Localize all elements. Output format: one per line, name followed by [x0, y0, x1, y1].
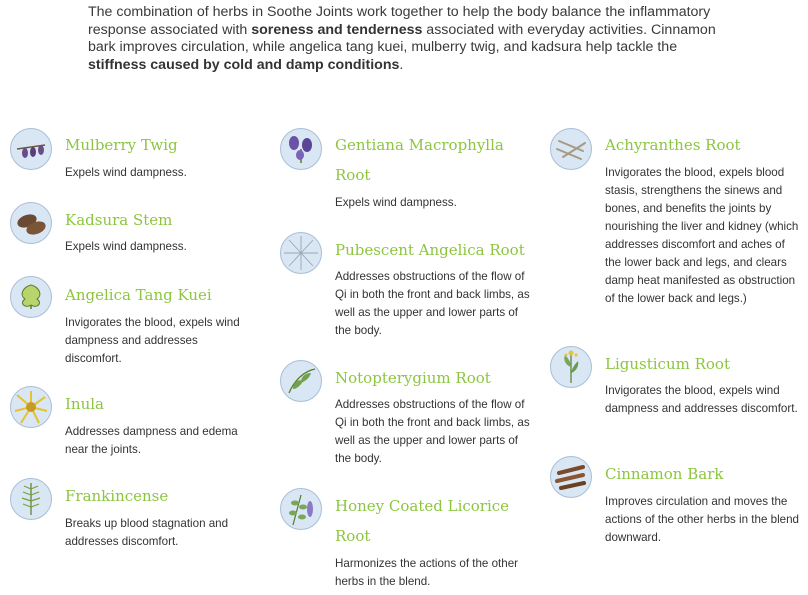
- herb-name: Ligusticum Root: [605, 355, 730, 373]
- herb-description: Harmonizes the actions of the other herbs in the blend.: [335, 557, 519, 588]
- inula-flower-icon: [10, 386, 52, 428]
- intro-text-1: The combination of herbs in Soothe Joints work together to help the body balance the inflammatory response associated with: [88, 4, 711, 38]
- herb-description: Breaks up blood stagnation and addresses discomfort.: [65, 517, 229, 548]
- herb-description: Expels wind dampness.: [65, 166, 187, 179]
- notopterygium-leaf-icon: [280, 360, 322, 402]
- herb-name: Kadsura Stem: [65, 211, 173, 229]
- kadsura-stem-icon: [10, 202, 52, 244]
- cinnamon-bark-icon: [550, 456, 592, 498]
- herb-description: Expels wind dampness.: [335, 196, 457, 209]
- achyranthes-root-icon: [550, 128, 592, 170]
- herb-name: Pubescent Angelica Root: [335, 241, 525, 259]
- pubescent-angelica-icon: [280, 232, 322, 274]
- herb-description: Expels wind dampness.: [65, 240, 187, 253]
- mulberry-twig-icon: [10, 128, 52, 170]
- herb-name: Mulberry Twig: [65, 136, 178, 154]
- herb-description: Improves circulation and moves the actions of the other herbs in the blend downward.: [605, 495, 800, 544]
- intro-bold-2: stiffness caused by cold and damp conditions: [88, 56, 400, 73]
- herb-name: Gentiana Macrophylla Root: [335, 136, 504, 184]
- herb-name: Notopterygium Root: [335, 369, 491, 387]
- ligusticum-plant-icon: [550, 346, 592, 388]
- frankincense-sprig-icon: [10, 478, 52, 520]
- herb-description: Addresses obstructions of the flow of Qi in both the front and back limbs, as well as the upper and lower parts of the body.: [335, 398, 530, 465]
- gentiana-flower-icon: [280, 128, 322, 170]
- herb-name: Honey Coated Licorice Root: [335, 497, 510, 545]
- intro-text-2: associated with everyday activities. Cinnamon bark improves circulation, while angelica tang kuei, mulberry twig, and kadsura help tackle the: [88, 21, 716, 55]
- intro-paragraph: [88, 4, 728, 74]
- herb-name: Cinnamon Bark: [605, 465, 724, 483]
- herb-description: Addresses obstructions of the flow of Qi in both the front and back limbs, as well as the upper and lower parts of the body.: [335, 270, 530, 337]
- licorice-plant-icon: [280, 488, 322, 530]
- herb-name: Angelica Tang Kuei: [65, 286, 212, 304]
- herb-name: Frankincense: [65, 487, 169, 505]
- angelica-leaf-icon: [10, 276, 52, 318]
- herb-name: Inula: [65, 395, 104, 413]
- herb-description: Addresses dampness and edema near the joints.: [65, 425, 238, 456]
- herb-description: Invigorates the blood, expels wind dampness and addresses discomfort.: [605, 384, 798, 415]
- herb-description: Invigorates the blood, expels blood stasis, strengthens the sinews and bones, and benefits the joints by nourishing the liver and kidney (which addresses discomfort and aches of the lower back and legs, and clears damp heat manifested as obstruction of the lower back and legs.): [605, 166, 799, 305]
- herb-name: Achyranthes Root: [605, 136, 741, 154]
- herb-description: Invigorates the blood, expels wind dampness and addresses discomfort.: [65, 316, 240, 365]
- intro-text-3: .: [399, 56, 404, 73]
- intro-bold-1: soreness and tenderness: [251, 21, 423, 38]
